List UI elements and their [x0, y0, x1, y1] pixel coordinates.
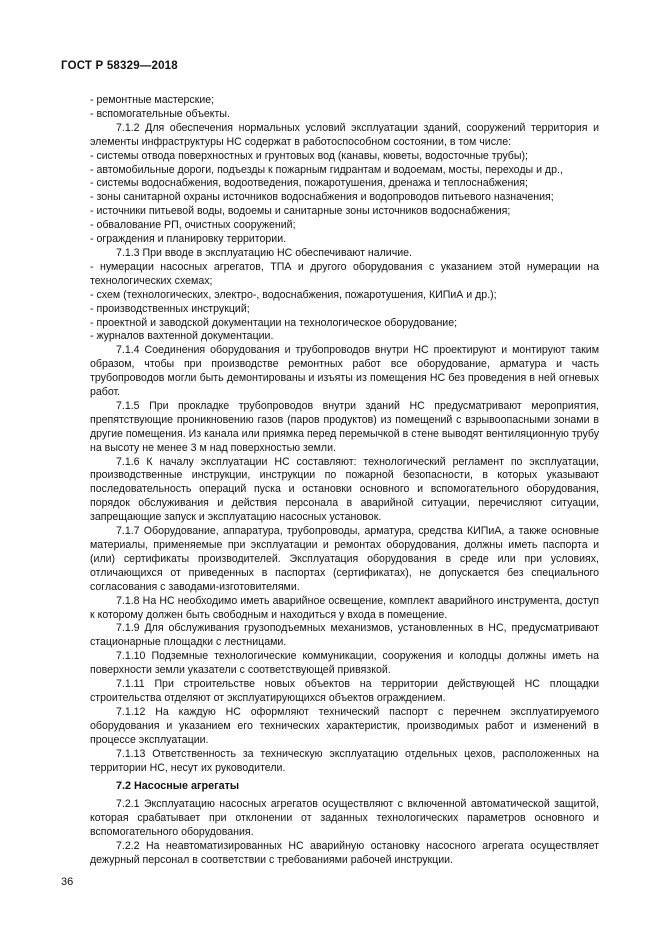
paragraph: - ограждения и планировку территории.: [90, 233, 287, 246]
paragraph: - обвалование РП, очистных сооружений;: [90, 219, 296, 232]
paragraph: 7.1.8 На НС необходимо иметь аварийное освещение, комплект аварийного инструмента, доступ к которому должен быть свободным и находиться у входа в помещение.: [90, 594, 599, 621]
paragraph: - системы отвода поверхностных и грунтовых вод (канавы, кюветы, водосточные трубы);: [90, 149, 528, 162]
paragraph: 7.1.12 На каждую НС оформляют технический паспорт с перечнем эксплуатируемого оборудования и указанием его технических характеристик, производимых работ и изменений в процессе эксплуатации.: [90, 705, 599, 746]
paragraph: 7.2.2 На неавтоматизированных НС аварийную остановку насосного агрегата осуществляет дежурный персонал в соответствии с требованиями рабочей инструкции.: [90, 840, 599, 866]
paragraph: 7.1.5 При прокладке трубопроводов внутри зданий НС предусматривают мероприятия, препятствующие проникновению газов (паров продуктов) из помещений с взрывоопасными зонами в другие помещения. Из канала или приямка перед перемычкой в стене выводят вентиляционную трубу на высоту не менее 3 м над поверхностью земли.: [90, 399, 599, 454]
paragraph: 7.1.3 При вводе в эксплуатацию НС обеспечивают наличие.: [116, 246, 412, 259]
paragraph: - системы водоснабжения, водоотведения, пожаротушения, дренажа и теплоснабжения;: [90, 177, 528, 190]
paragraph: 7.1.4 Соединения оборудования и трубопроводов внутри НС проектируют и монтируют таким образом, чтобы при производстве ремонтных работ все оборудование, арматура и часть трубопроводов могли быть демонтированы и изъяты из помещения НС без проведения в ней огневых работ.: [90, 344, 599, 399]
paragraph: - автомобильные дороги, подъезды к пожарным гидрантам и водоемам, мосты, переходы и др.,: [90, 163, 563, 176]
paragraph: - источники питьевой воды, водоемы и санитарные зоны источников водоснабжения;: [90, 205, 511, 218]
paragraph: 7.1.7 Оборудование, аппаратура, трубопроводы, арматура, средства КИПиА, а также основные материалы, применяемые при эксплуатации и ремонтах оборудования, должны иметь паспорта и (или) сертификаты производителей. Эксплуатация оборудования в среде или при условиях, отличающихся от приведенных в паспортах (сертификатах), не допускается без специального согласования с заводами-изготовителями.: [90, 525, 599, 593]
paragraph: 7.1.6 К началу эксплуатации НС составляют: технологический регламент по эксплуатации, производственные инструкции, инструкции по пожарной безопасности, в которых указывают последовательность операций пуска и остановки основного и вспомогательного оборудования, порядок обслуживания и действия персонала в аварийной ситуации, перечисляют ситуации, запрещающие запуск и эксплуатацию насосных установок.: [90, 455, 599, 524]
paragraph: - вспомогательные объекты.: [90, 107, 230, 120]
paragraph: - нумерации насосных агрегатов, ТПА и другого оборудования с указанием этой нумерации на технологических схемах;: [90, 260, 599, 287]
paragraph: 7.1.9 Для обслуживания грузоподъемных механизмов, установленных в НС, предусматривают стационарные площадки с лестницами.: [90, 622, 599, 649]
paragraph: - зоны санитарной охраны источников водоснабжения и водопроводов питьевого назначения;: [90, 191, 554, 204]
paragraph: 7.1.10 Подземные технологические коммуникации, сооружения и колодцы должны иметь на поверхности земли указатели с соответствующей привязкой.: [90, 650, 599, 677]
paragraph: 7.1.13 Ответственность за техническую эксплуатацию отдельных цехов, расположенных на территории НС, несут их руководители.: [90, 747, 599, 774]
document-header: ГОСТ Р 58329—2018: [61, 60, 178, 72]
paragraph: 7.2.1 Эксплуатацию насосных агрегатов осуществляют с включенной автоматической защитой, которая срабатывает при отклонении от заданных технологических параметров основного и вспомогательного оборудования.: [90, 798, 599, 839]
section-heading: 7.2 Насосные агрегаты: [116, 780, 240, 793]
document-body: [90, 94, 599, 868]
paragraph: - производственных инструкций;: [90, 302, 250, 315]
page-number: 36: [61, 876, 74, 888]
paragraph: - проектной и заводской документации на технологическое оборудование;: [90, 316, 458, 329]
paragraph: 7.1.11 При строительстве новых объектов на территории действующей НС площадки строительства отделяют от эксплуатирующихся объектов ограждением.: [90, 678, 599, 704]
paragraph: 7.1.2 Для обеспечения нормальных условий эксплуатации зданий, сооружений территория и элементы инфраструктуры НС содержат в работоспособном состоянии, в том числе:: [90, 121, 599, 148]
paragraph: - журналов вахтенной документации.: [90, 330, 274, 343]
paragraph: - схем (технологических, электро-, водоснабжения, пожаротушения, КИПиА и др.);: [90, 288, 497, 301]
paragraph: - ремонтные мастерские;: [90, 94, 215, 106]
